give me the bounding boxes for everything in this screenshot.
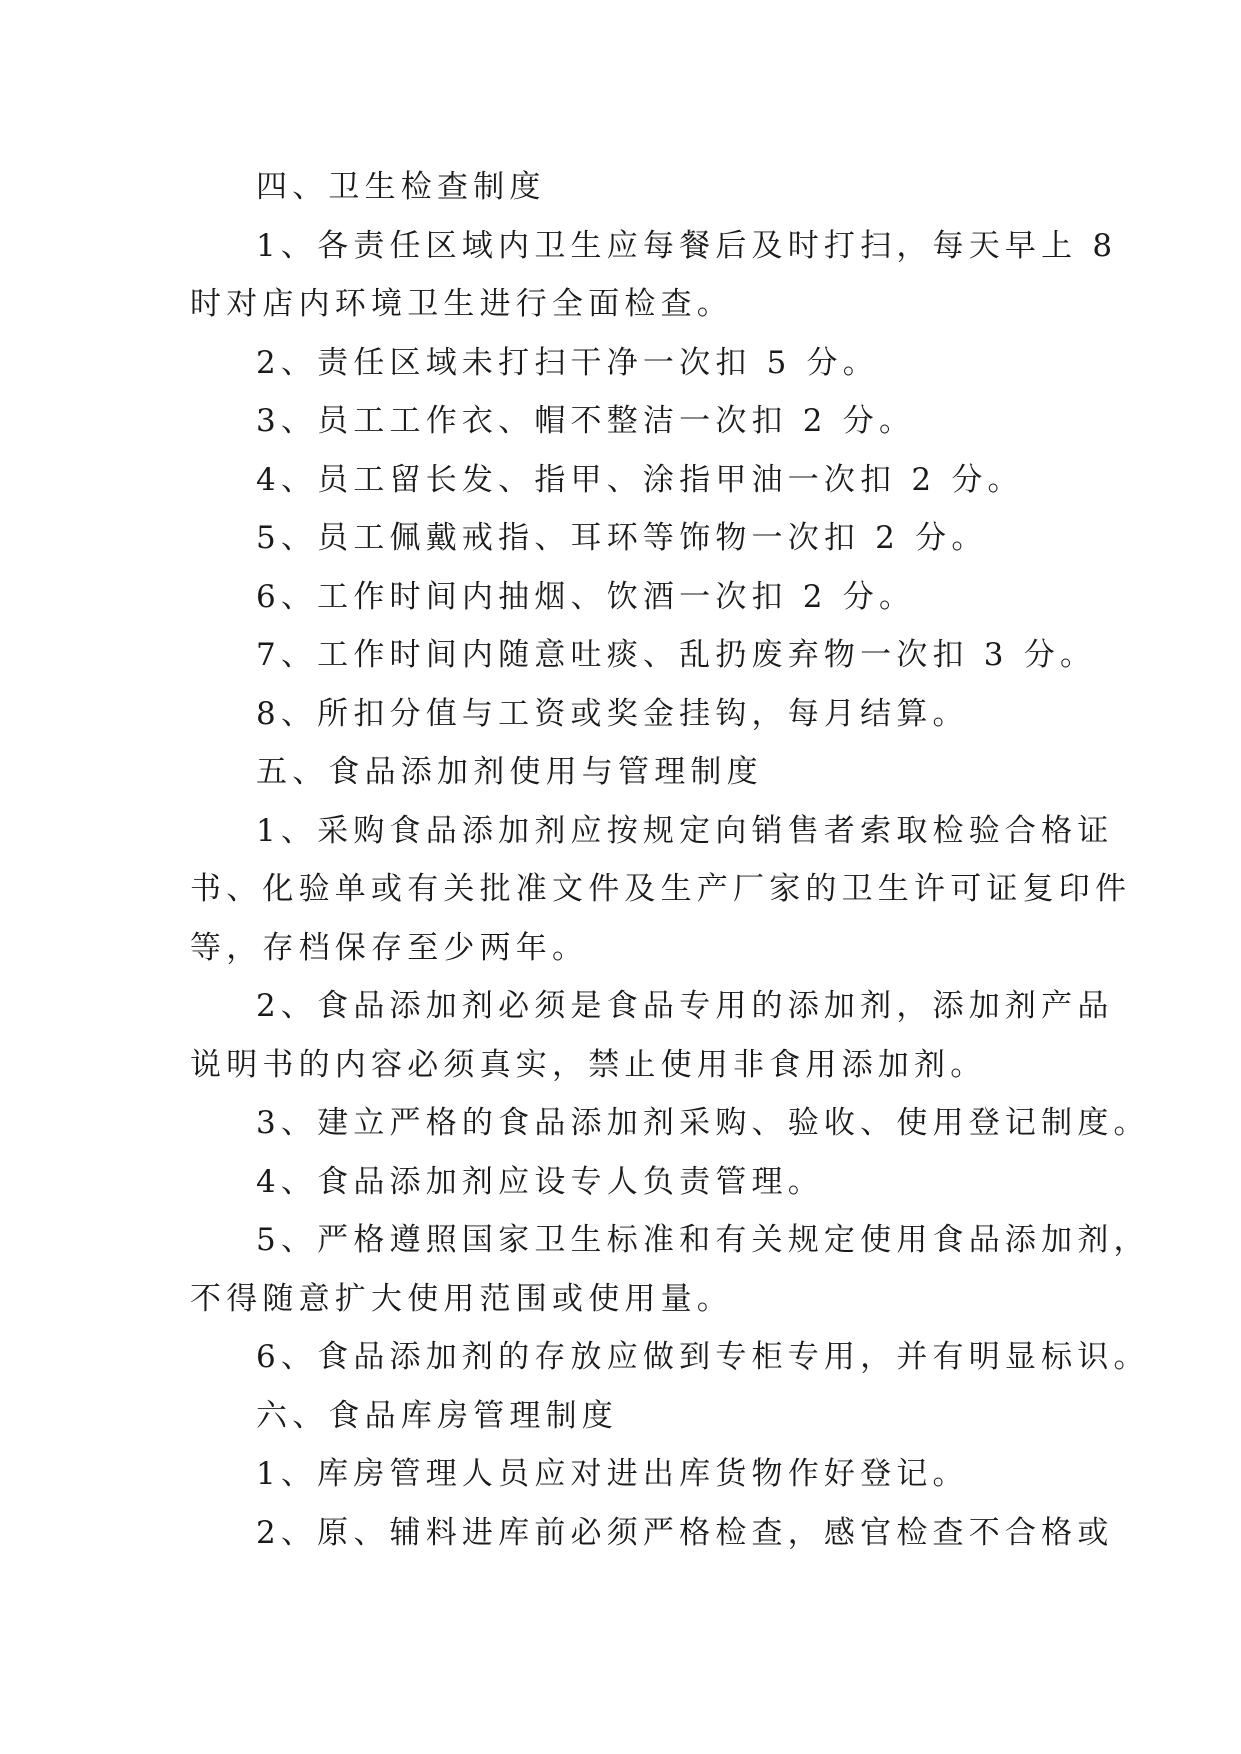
section-heading: 五、食品添加剂使用与管理制度 bbox=[256, 754, 763, 790]
paragraph-line: 不得随意扩大使用范围或使用量。 bbox=[190, 1280, 733, 1317]
paragraph-line: 5、严格遵照国家卫生标准和有关规定使用食品添加剂， bbox=[256, 1222, 1150, 1258]
section-heading: 六、食品库房管理制度 bbox=[256, 1397, 618, 1434]
document-body bbox=[190, 158, 1150, 1562]
paragraph-line: 书、化验单或有关批准文件及生产厂家的卫生许可证复印件 bbox=[190, 871, 1132, 907]
paragraph-line: 6、食品添加剂的存放应做到专柜专用，并有明显标识。 bbox=[256, 1339, 1150, 1375]
paragraph-line: 4、员工留长发、指甲、涂指甲油一次扣 2 分。 bbox=[256, 461, 1024, 498]
paragraph-line: 3、建立严格的食品添加剂采购、验收、使用登记制度。 bbox=[256, 1105, 1150, 1141]
paragraph-line: 5、员工佩戴戒指、耳环等饰物一次扣 2 分。 bbox=[256, 520, 988, 556]
paragraph-line: 1、采购食品添加剂应按规定向销售者索取检验合格证 bbox=[256, 812, 1114, 849]
paragraph-line: 时对店内环境卫生进行全面检查。 bbox=[190, 286, 733, 322]
paragraph-line: 4、食品添加剂应设专人负责管理。 bbox=[256, 1163, 824, 1200]
paragraph-line: 2、原、辅料进库前必须严格检查，感官检查不合格或 bbox=[256, 1514, 1114, 1551]
paragraph-line: 2、责任区域未打扫干净一次扣 5 分。 bbox=[256, 344, 879, 381]
paragraph-line: 8、所扣分值与工资或奖金挂钩，每月结算。 bbox=[256, 695, 969, 732]
paragraph-line: 7、工作时间内随意吐痰、乱扔废弃物一次扣 3 分。 bbox=[256, 637, 1097, 673]
paragraph-line: 1、各责任区域内卫生应每餐后及时打扫，每天早上 8 bbox=[256, 227, 1118, 264]
paragraph-line: 1、库房管理人员应对进出库货物作好登记。 bbox=[256, 1456, 969, 1492]
paragraph-line: 等，存档保存至少两年。 bbox=[190, 929, 589, 966]
paragraph-line: 6、工作时间内抽烟、饮酒一次扣 2 分。 bbox=[256, 578, 916, 615]
paragraph-line: 说明书的内容必须真实，禁止使用非食用添加剂。 bbox=[190, 1046, 987, 1083]
paragraph-line: 3、员工工作衣、帽不整洁一次扣 2 分。 bbox=[256, 403, 916, 439]
section-heading: 四、卫生检查制度 bbox=[256, 169, 546, 205]
paragraph-line: 2、食品添加剂必须是食品专用的添加剂，添加剂产品 bbox=[256, 988, 1114, 1024]
